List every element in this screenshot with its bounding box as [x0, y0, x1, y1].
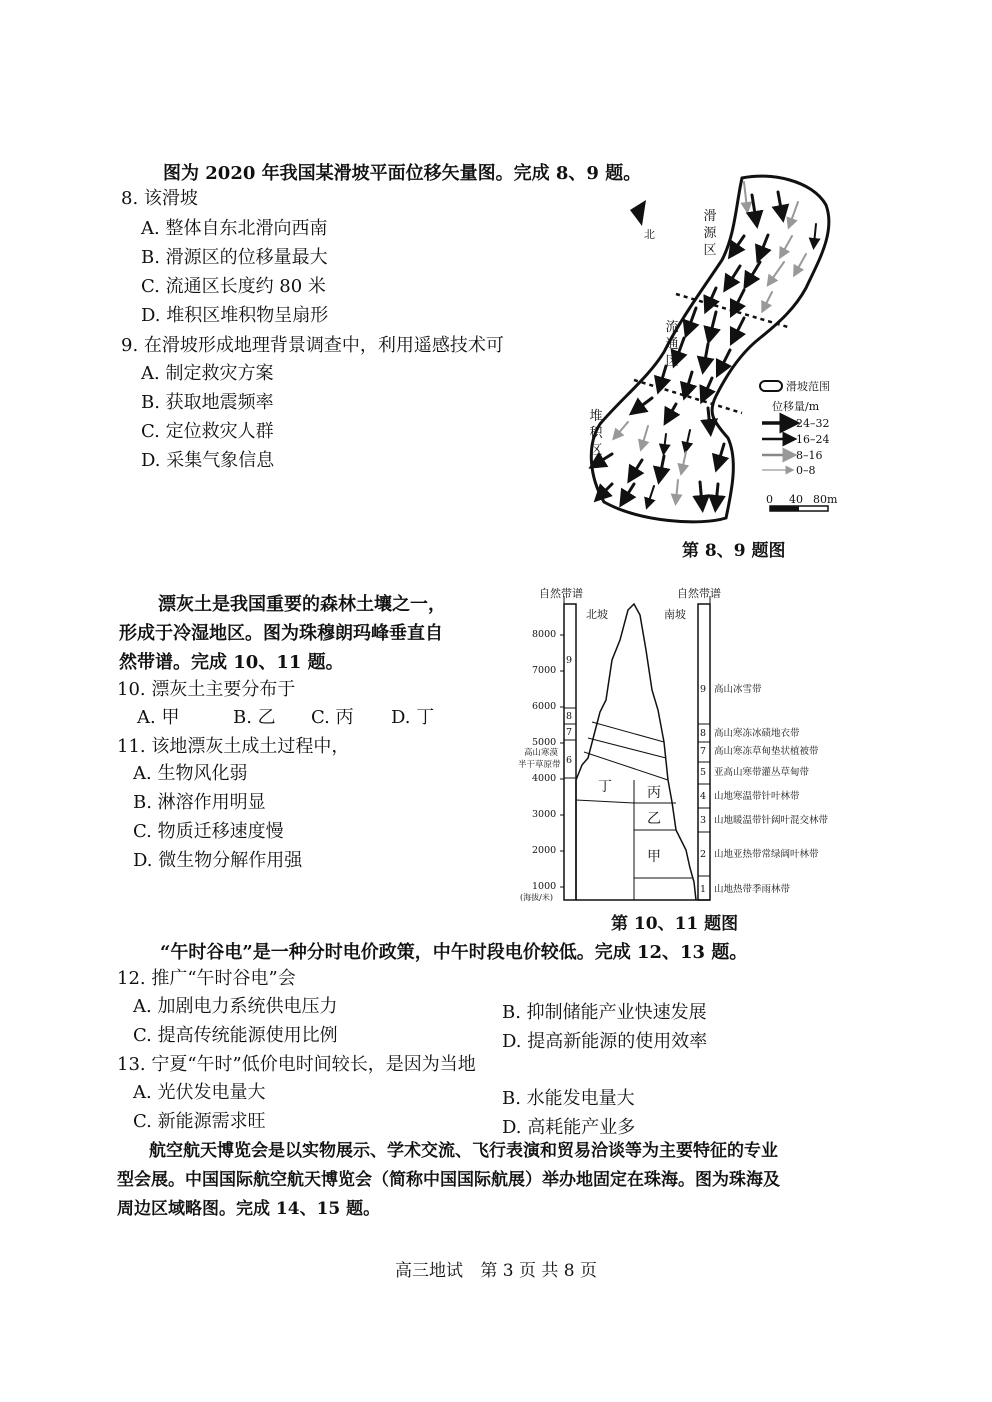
- right-num-9: 9: [700, 684, 707, 695]
- north-slope-label: 北坡: [586, 608, 608, 621]
- figure-caption-10-11: 第 10、11 题图: [611, 914, 739, 934]
- q12-option-c: C. 提高传统能源使用比例: [133, 1025, 338, 1046]
- zone-source-label: 滑源区: [703, 209, 717, 258]
- mountain-profile: [576, 604, 696, 900]
- right-belt-3: 山地暖温带针阔叶混交林带: [714, 815, 829, 826]
- intro-14-15-line1: 航空航天博览会是以实物展示、学术交流、飞行表演和贸易洽谈等为主要特征的专业: [149, 1141, 778, 1161]
- y-tick-5000: 5000: [532, 737, 557, 748]
- q13-option-c: C. 新能源需求旺: [133, 1111, 266, 1132]
- left-num-7: 7: [566, 727, 573, 738]
- legend-title: 位移量/m: [772, 400, 820, 413]
- y-tick-2000: 2000: [532, 845, 557, 856]
- q9-option-a: A. 制定救灾方案: [141, 363, 274, 384]
- intro-10-11-line3: 然带谱。完成 10、11 题。: [119, 652, 344, 673]
- right-belt-8: 高山寒冻冰碛地衣带: [714, 728, 800, 739]
- right-num-8: 8: [700, 728, 707, 739]
- north-label: 北: [644, 228, 655, 241]
- y-tick-3000: 3000: [532, 809, 557, 820]
- intro-14-15-line2: 型会展。中国国际航空航天博览会（简称中国国际航展）举办地固定在珠海。图为珠海及: [117, 1170, 780, 1190]
- q13-option-d: D. 高耗能产业多: [502, 1117, 636, 1138]
- footer-subject: 高三地试: [394, 1261, 463, 1281]
- scale-label-0: 0: [766, 493, 773, 506]
- q9-option-b: B. 获取地震频率: [141, 392, 274, 413]
- q11-stem: 11. 该地漂灰土成土过程中，: [117, 736, 350, 757]
- q12-option-b: B. 抑制储能产业快速发展: [502, 1002, 707, 1023]
- right-num-1: 1: [700, 884, 707, 895]
- right-num-2: 2: [700, 849, 707, 860]
- right-belt-9: 高山冰雪带: [714, 684, 762, 695]
- intro-12-13: “午时谷电”是一种分时电价政策，中午时段电价较低。完成 12、13 题。: [160, 942, 748, 963]
- legend-range-label: 滑坡范围: [786, 380, 830, 393]
- intro-10-11-line2: 形成于冷湿地区。图为珠穆朗玛峰垂直自: [119, 623, 443, 644]
- q8-stem: 8. 该滑坡: [121, 188, 198, 209]
- intro-10-11-line1: 漂灰土是我国重要的森林土壤之一，: [158, 594, 446, 615]
- y-tick-7000: 7000: [532, 665, 557, 676]
- legend-item-4: 0–8: [796, 464, 816, 477]
- q11-option-d: D. 微生物分解作用强: [133, 850, 303, 871]
- legend-item-1: 24–32: [796, 417, 830, 430]
- right-num-5: 5: [700, 767, 707, 778]
- q12-option-d: D. 提高新能源的使用效率: [502, 1031, 708, 1052]
- right-num-4: 4: [700, 791, 707, 802]
- y-tick-8000: 8000: [532, 629, 557, 640]
- left-belt-title: 自然带谱: [539, 587, 583, 600]
- left-num-8: 8: [566, 711, 573, 722]
- q9-stem: 9. 在滑坡形成地理背景调查中，利用遥感技术可: [121, 335, 504, 356]
- q9-option-c: C. 定位救灾人群: [141, 421, 274, 442]
- q11-option-c: C. 物质迁移速度慢: [133, 821, 284, 842]
- zone-ding: 丁: [598, 779, 612, 795]
- zone-yi: 乙: [647, 811, 661, 827]
- q10-option-a: A. 甲: [137, 707, 180, 728]
- right-belt-5: 亚高山寒带灌丛草甸带: [714, 767, 810, 778]
- right-num-7: 7: [700, 746, 707, 757]
- q12-option-a: A. 加剧电力系统供电压力: [133, 996, 338, 1017]
- right-belt-1: 山地热带季雨林带: [714, 884, 791, 895]
- q9-option-d: D. 采集气象信息: [141, 450, 275, 471]
- zone-jia: 甲: [647, 849, 661, 865]
- footer-page-number: 第 3 页 共 8 页: [480, 1261, 598, 1281]
- right-num-3: 3: [700, 815, 707, 826]
- left-num-9: 9: [566, 655, 573, 666]
- q8-option-c: C. 流通区长度约 80 米: [141, 276, 326, 297]
- q10-option-d: D. 丁: [391, 707, 435, 728]
- q10-option-b: B. 乙: [233, 707, 276, 728]
- zone-transit-label: 流通区: [665, 320, 679, 369]
- legend-item-2: 16–24: [796, 433, 830, 446]
- left-belt-label-1: 高山寒漠: [524, 748, 559, 758]
- q10-stem: 10. 漂灰土主要分布于: [117, 679, 296, 700]
- right-belt-7: 高山寒冻草甸垫状植被带: [714, 746, 819, 757]
- left-belt-label-2: 半干草原带: [518, 760, 561, 770]
- left-num-6: 6: [566, 755, 573, 766]
- y-tick-1000: 1000: [532, 881, 557, 892]
- south-slope-label: 南坡: [664, 608, 686, 621]
- intro-14-15-line3: 周边区域略图。完成 14、15 题。: [117, 1199, 381, 1219]
- right-belt-2: 山地亚热带常绿阔叶林带: [714, 849, 819, 860]
- left-belt-column: [564, 604, 576, 900]
- q13-stem: 13. 宁夏“午时”低价电时间较长，是因为当地: [117, 1054, 476, 1075]
- q11-option-a: A. 生物风化弱: [133, 763, 248, 784]
- figure-caption-8-9: 第 8、9 题图: [682, 541, 786, 561]
- scale-label-40: 40: [789, 493, 803, 506]
- q8-option-a: A. 整体自东北滑向西南: [141, 218, 328, 239]
- q13-option-a: A. 光伏发电量大: [133, 1082, 266, 1103]
- q8-option-d: D. 堆积区堆积物呈扇形: [141, 305, 329, 326]
- right-belt-4: 山地寒温带针叶林带: [714, 791, 800, 802]
- y-tick-6000: 6000: [532, 701, 557, 712]
- q8-option-b: B. 滑源区的位移量最大: [141, 247, 328, 268]
- q13-option-b: B. 水能发电量大: [502, 1088, 635, 1109]
- y-unit-label: (海拔/米): [520, 893, 553, 902]
- intro-8-9: 图为 2020 年我国某滑坡平面位移矢量图。完成 8、9 题。: [163, 163, 642, 184]
- page-footer: [0, 1256, 992, 1281]
- right-belt-title: 自然带谱: [677, 587, 721, 600]
- q12-stem: 12. 推广“午时谷电”会: [117, 968, 296, 989]
- legend-item-3: 8–16: [796, 449, 823, 462]
- scale-label-80: 80m: [813, 493, 838, 506]
- q11-option-b: B. 淋溶作用明显: [133, 792, 266, 813]
- zone-bing: 丙: [647, 785, 661, 801]
- y-tick-4000: 4000: [532, 773, 557, 784]
- q10-option-c: C. 丙: [311, 707, 354, 728]
- zone-deposit-label: 堆积区: [589, 409, 603, 458]
